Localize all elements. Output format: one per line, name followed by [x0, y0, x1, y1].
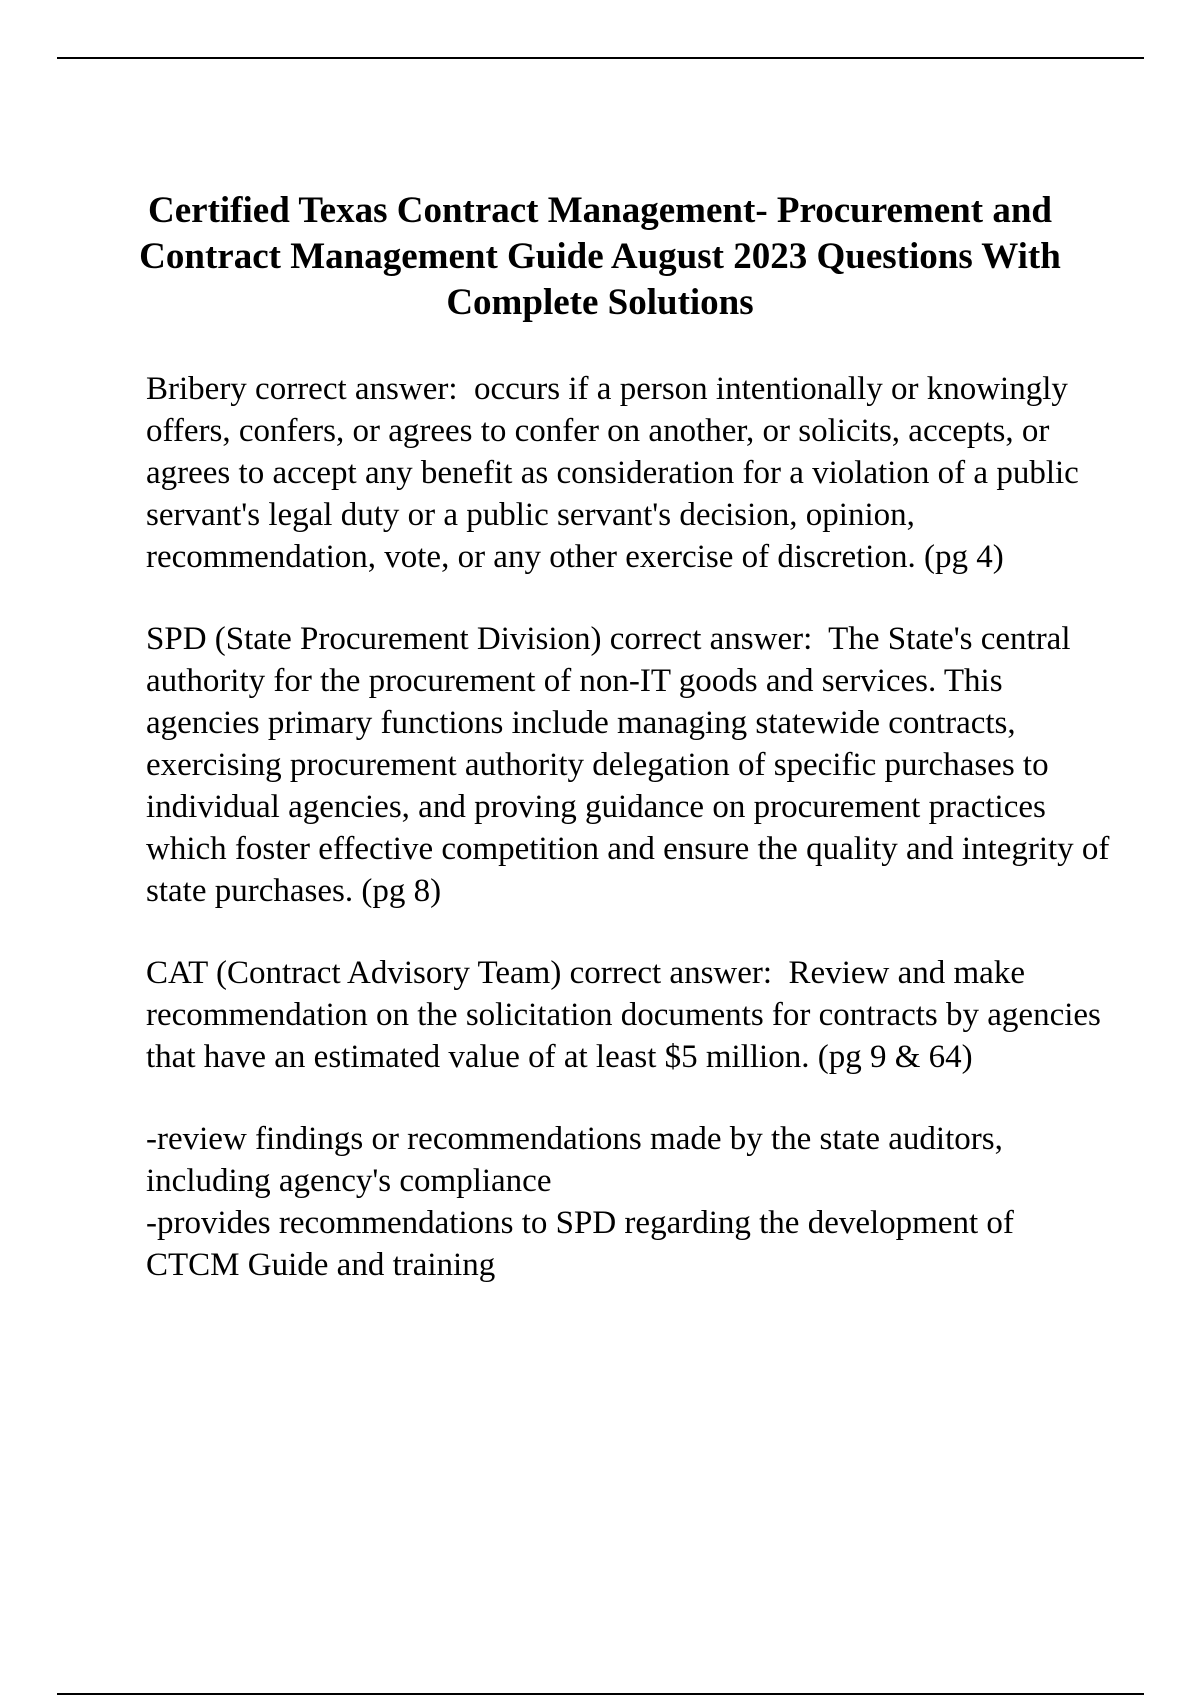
document-body [146, 368, 1118, 1286]
footer-rule [57, 1693, 1144, 1695]
header-rule [57, 57, 1144, 59]
page-title: Certified Texas Contract Management- Procurement and Contract Management Guide August 2023 Questions With Complete Solutions [139, 190, 1061, 323]
list-item: -provides recommendations to SPD regarding the development of CTCM Guide and training [146, 1205, 1014, 1283]
list-item: -review findings or recommendations made by the state auditors, including agency's compliance [146, 1121, 1003, 1199]
entry-spd: SPD (State Procurement Division) correct answer: The State's central authority for the procurement of non-IT goods and services. This agencies primary functions include managing statewide contracts, exercising procurement authority delegation of specific purchases to individual agencies, and proving guidance on procurement practices which foster effective competition and ensure the quality and integrity of state purchases. (pg 8) [146, 621, 1118, 909]
entry-cat: CAT (Contract Advisory Team) correct answer: Review and make recommendation on the solicitation documents for contracts by agencies that have an estimated value of at least $5 million. (pg 9 & 64) [146, 955, 1110, 1075]
cat-duties-list [146, 1118, 1111, 1286]
entry-bribery: Bribery correct answer: occurs if a person intentionally or knowingly offers, confers, or agrees to confer on another, or solicits, accepts, or agrees to accept any benefit as consideration for a violation of a public servant's legal duty or a public servant's decision, opinion, recommendation, vote, or any other exercise of discretion. (pg 4) [146, 371, 1088, 575]
